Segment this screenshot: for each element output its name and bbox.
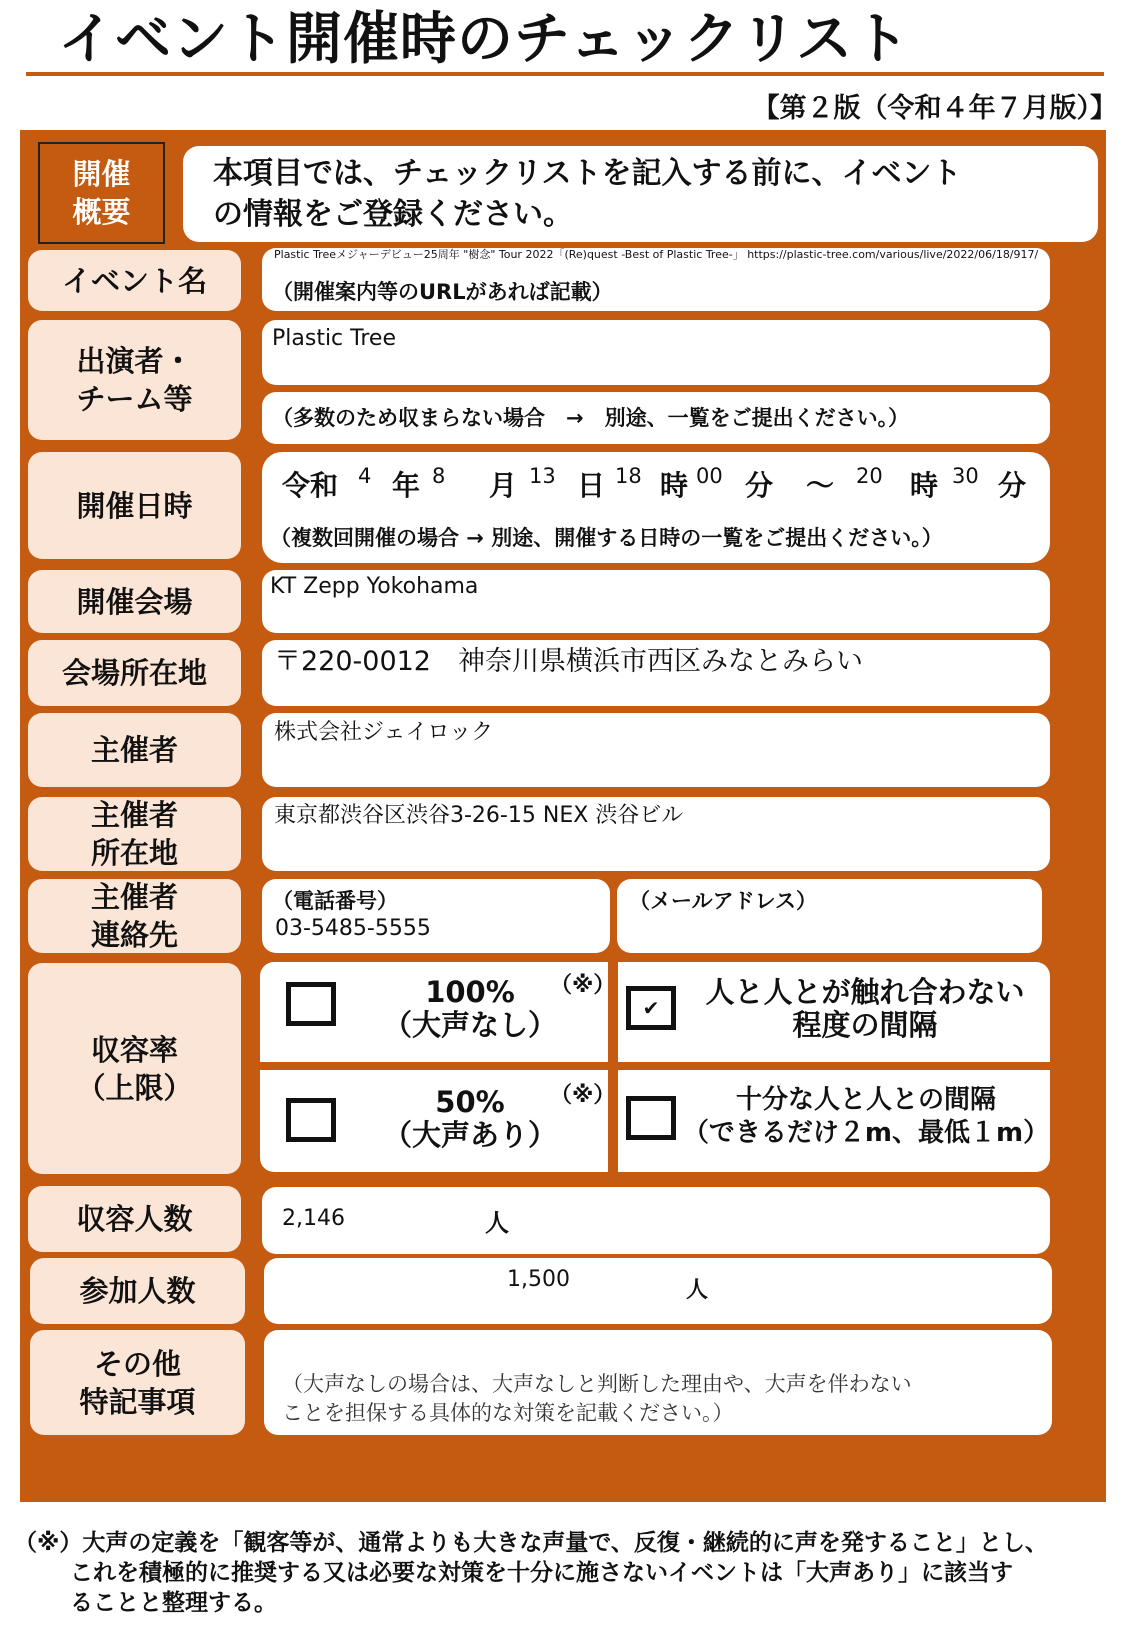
footnote-line3: ることと整理する。 [70, 1590, 277, 1616]
day-value[interactable]: 13 [529, 464, 556, 488]
performers-note: （多数のため収まらない場合 → 別途、一覧をご提出ください。） [272, 406, 910, 430]
checkbox-50[interactable] [286, 1098, 336, 1142]
venue-address-field[interactable] [262, 640, 1050, 706]
event-name-field[interactable] [262, 248, 1050, 311]
option-50-line1: 50% [435, 1085, 505, 1119]
end-hour-unit: 時 [910, 469, 939, 502]
organizer-field[interactable] [262, 713, 1050, 787]
option-100-line2: （大声なし） [382, 1008, 557, 1042]
option-100-line1: 100% [425, 975, 515, 1009]
performers-label [28, 320, 241, 440]
remarks-hint-line1: （大声なしの場合は、大声なしと判断した理由や、大声を伴わない [282, 1372, 912, 1396]
start-min-unit: 分 [745, 469, 774, 502]
organizer-contact-label-line1: 主催者 [90, 880, 178, 914]
option-spacing-line1: 人と人とが触れ合わない [705, 975, 1025, 1009]
intro-text-line1: 本項目では、チェックリストを記入する前に、イベント [213, 156, 962, 191]
title-underline [26, 72, 1104, 76]
remarks-label-line2: 特記事項 [79, 1384, 196, 1419]
email-label: （メールアドレス） [629, 889, 817, 913]
capacity-label: 収容人数 [28, 1186, 241, 1252]
checkbox-100[interactable] [286, 982, 336, 1026]
year-value[interactable]: 4 [358, 464, 372, 488]
month-unit: 月 [489, 469, 518, 502]
performers-label-line2: チーム等 [76, 382, 193, 416]
year-unit: 年 [392, 469, 421, 502]
option-100-caption [380, 976, 560, 1042]
end-min-value[interactable]: 30 [952, 464, 979, 488]
datetime-note: （複数回開催の場合 → 別途、開催する日時の一覧をご提出ください。） [270, 526, 943, 550]
end-min-unit: 分 [998, 469, 1027, 502]
tilde: ～ [806, 469, 835, 502]
option-distance-line1: 十分な人と人との間隔 [735, 1085, 996, 1115]
performers-value: Plastic Tree [272, 326, 396, 351]
capacity-unit: 人 [485, 1209, 509, 1237]
performers-field[interactable] [262, 320, 1050, 385]
page-title: イベント開催時のチェックリスト [58, 7, 911, 72]
datetime-row [282, 464, 1042, 508]
capacity-rate-hdivider [260, 1062, 1050, 1070]
phone-field[interactable] [262, 879, 610, 953]
start-hour-value[interactable]: 18 [615, 464, 642, 488]
organizer-value: 株式会社ジェイロック [274, 720, 494, 745]
start-hour-unit: 時 [660, 469, 689, 502]
venue-field[interactable] [262, 570, 1050, 633]
remarks-label [30, 1330, 245, 1435]
organizer-address-label-line2: 所在地 [90, 836, 178, 870]
remarks-hint [282, 1370, 912, 1428]
attendance-label: 参加人数 [30, 1258, 245, 1324]
day-unit: 日 [577, 469, 606, 502]
performers-label-line1: 出演者・ [76, 344, 193, 378]
capacity-rate-label-line2: （上限） [76, 1070, 193, 1105]
option-spacing-caption [690, 976, 1040, 1042]
intro-text-line2: の情報をご登録ください。 [213, 197, 573, 232]
organizer-address-value: 東京都渋谷区渋谷3-26-15 NEX 渋谷ビル [274, 803, 684, 828]
footnote-line2: これを積極的に推奨する又は必要な対策を十分に施さないイベントは「大声あり」に該当す [70, 1560, 1013, 1586]
option-distance-line2: （できるだけ２m、最低１m） [682, 1118, 1050, 1148]
option-100-note-mark: （※） [550, 973, 616, 998]
organizer-address-label [28, 797, 241, 871]
organizer-contact-label-line2: 連絡先 [90, 918, 178, 952]
attendance-value: 1,500 [507, 1267, 570, 1292]
option-50-caption [380, 1086, 560, 1152]
capacity-rate-label-line1: 収容率 [90, 1032, 178, 1067]
capacity-value: 2,146 [282, 1206, 345, 1231]
start-min-value[interactable]: 00 [696, 464, 723, 488]
version-label: 【第２版（令和４年７月版）】 [752, 93, 1117, 124]
capacity-field[interactable] [262, 1187, 1050, 1254]
organizer-label: 主催者 [28, 713, 241, 787]
organizer-address-field[interactable] [262, 797, 1050, 871]
checkbox-spacing[interactable] [626, 986, 676, 1030]
footnote [14, 1528, 1114, 1618]
month-value[interactable]: 8 [432, 464, 446, 488]
attendance-field[interactable] [264, 1258, 1052, 1324]
option-distance-caption [682, 1084, 1050, 1150]
capacity-rate-label [28, 963, 241, 1174]
organizer-contact-label [28, 879, 241, 953]
remarks-label-line1: その他 [93, 1346, 181, 1381]
checkbox-spacing-check: ✔ [642, 996, 660, 1020]
organizer-address-label-line1: 主催者 [90, 798, 178, 832]
event-name-value: Plastic Treeメジャーデビュー25周年 "樹念" Tour 2022「(Re)quest -Best of Plastic Tree-」 https://plastic-tree.com/various/live/2022/06/18/917/ [274, 248, 1039, 261]
capacity-rate-panel [260, 962, 1050, 1172]
venue-label: 開催会場 [28, 570, 241, 633]
era-label: 令和 [282, 469, 339, 502]
option-50-note-mark: （※） [550, 1083, 616, 1108]
venue-value: KT Zepp Yokohama [270, 574, 479, 599]
email-field[interactable] [617, 879, 1042, 953]
venue-address-label: 会場所在地 [28, 640, 241, 706]
overview-tag [38, 142, 165, 244]
venue-address-value: 〒220-0012 神奈川県横浜市西区みなとみらい [274, 646, 863, 677]
intro-text [183, 146, 1098, 242]
performers-note-box [262, 392, 1050, 444]
remarks-field[interactable] [264, 1330, 1052, 1435]
footnote-line1: （※）大声の定義を「観客等が、通常よりも大きな声量で、反復・継続的に声を発すること」とし、 [14, 1530, 1048, 1556]
event-name-note: （開催案内等のURLがあれば記載） [272, 280, 613, 304]
option-50-line2: （大声あり） [382, 1118, 557, 1152]
end-hour-value[interactable]: 20 [856, 464, 883, 488]
option-spacing-line2: 程度の間隔 [792, 1008, 938, 1042]
event-name-label: イベント名 [28, 250, 241, 311]
checkbox-distance[interactable] [626, 1096, 676, 1140]
remarks-hint-line2: ことを担保する具体的な対策を記載ください。） [282, 1401, 734, 1425]
overview-tag-line2: 概要 [72, 195, 131, 229]
overview-tag-line1: 開催 [72, 157, 131, 191]
phone-label: （電話番号） [272, 889, 398, 913]
datetime-field[interactable] [262, 452, 1050, 563]
datetime-label: 開催日時 [28, 452, 241, 559]
attendance-unit: 人 [686, 1278, 709, 1303]
phone-value: 03-5485-5555 [275, 916, 431, 941]
